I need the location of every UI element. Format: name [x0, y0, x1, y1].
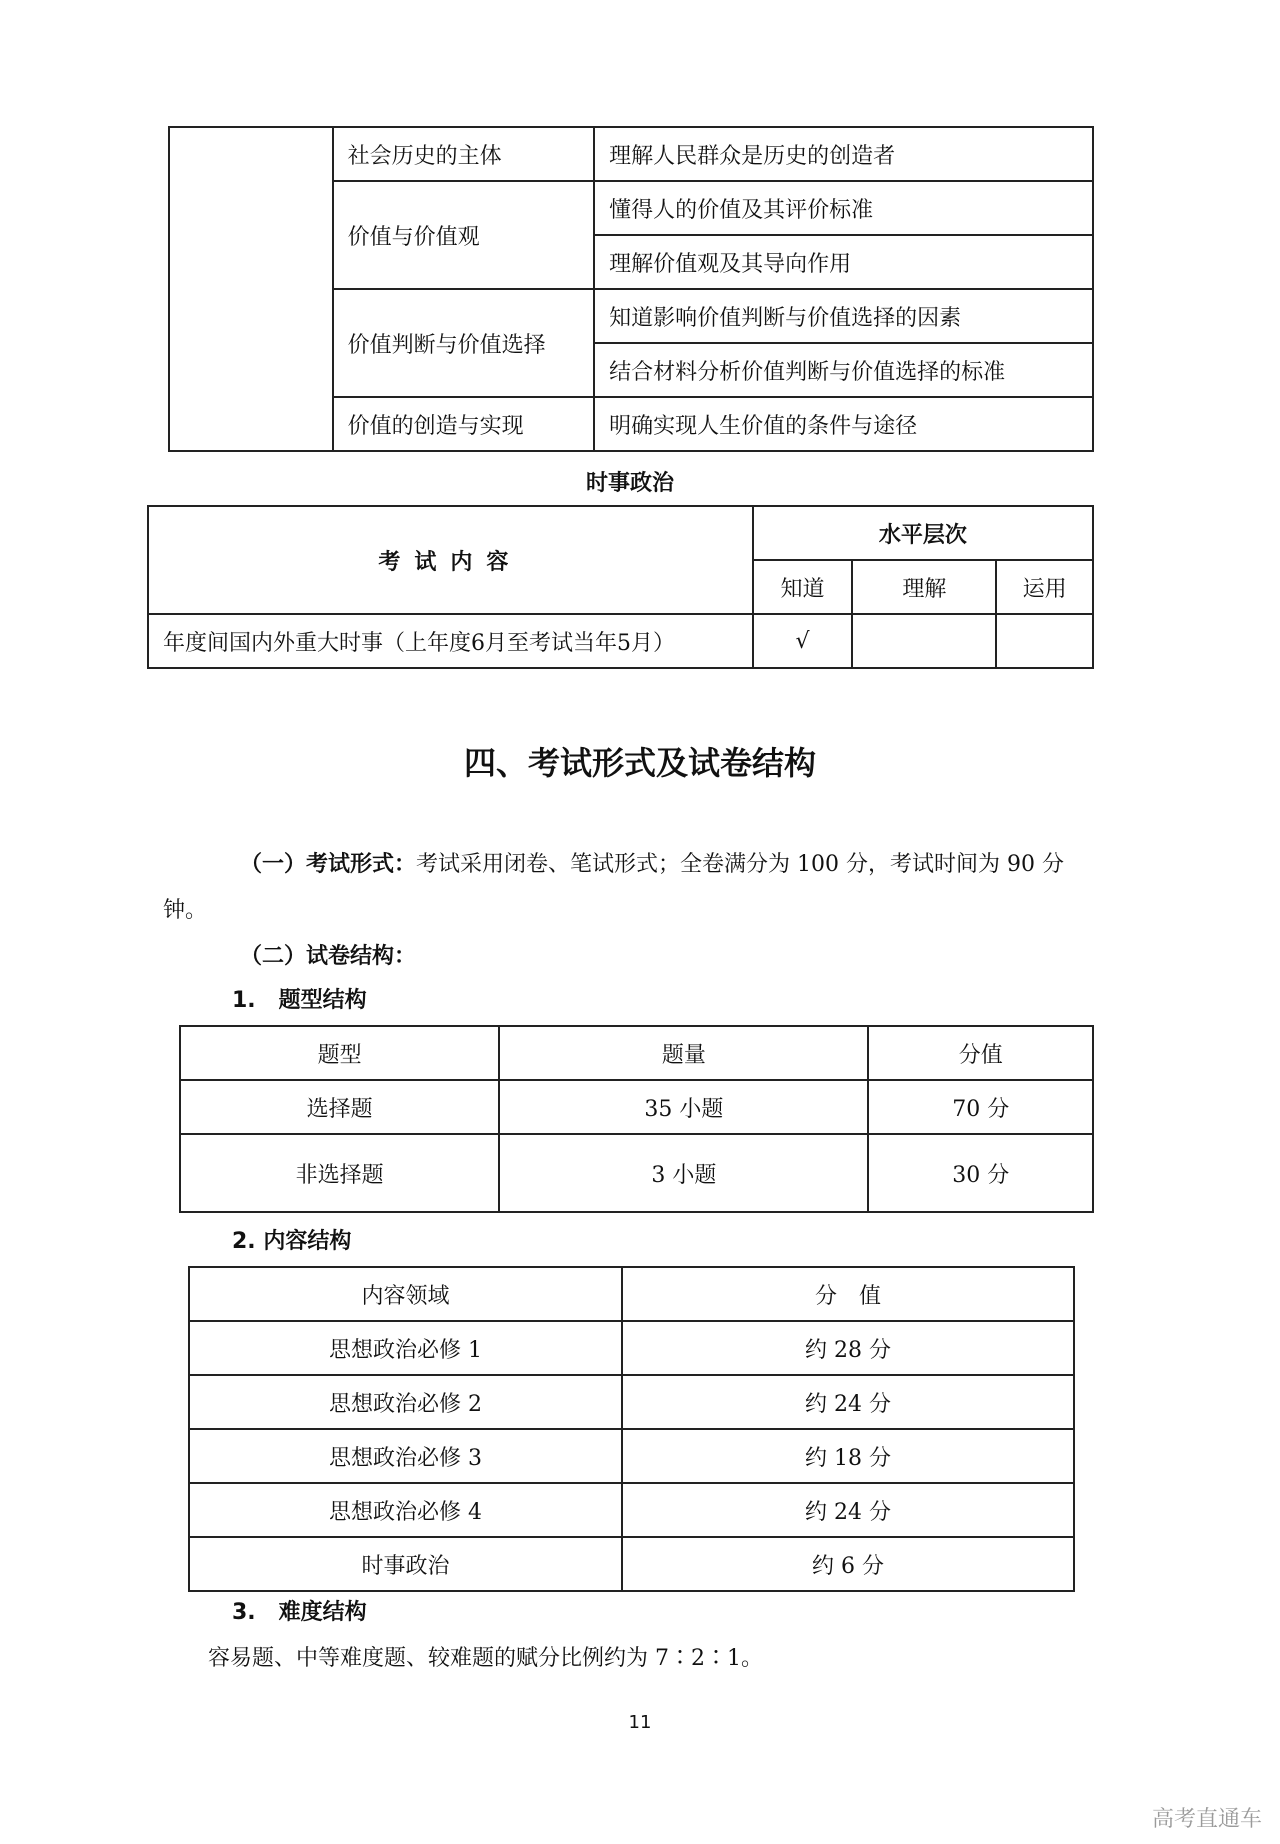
table-row — [180, 1134, 1093, 1212]
table-row — [169, 127, 1093, 181]
table-row — [189, 1375, 1074, 1429]
level-header: 水平层次 — [753, 506, 1093, 560]
current-affairs-title: 时事政治 — [585, 471, 674, 496]
exam-form-label: （一）考试形式： — [240, 852, 417, 877]
type-cell: 非选择题 — [180, 1134, 499, 1212]
level-understand: 理解 — [852, 560, 996, 614]
domain-cell: 时事政治 — [189, 1537, 622, 1591]
header-count: 题量 — [499, 1026, 868, 1080]
page-number: 11 — [628, 1712, 652, 1733]
score-cell: 约 28 分 — [622, 1321, 1074, 1375]
header-type: 题型 — [180, 1026, 499, 1080]
difficulty-label: 3. 难度结构 — [232, 1600, 367, 1625]
requirement-cell: 结合材料分析价值判断与价值选择的标准 — [594, 343, 1093, 397]
current-affairs-table — [147, 505, 1094, 669]
topic-cell: 价值判断与价值选择 — [333, 289, 594, 397]
table-row — [189, 1321, 1074, 1375]
exam-form-line1 — [240, 842, 1110, 888]
knowledge-table — [168, 126, 1094, 452]
mark-apply — [996, 614, 1093, 668]
table-row — [180, 1080, 1093, 1134]
domain-cell: 思想政治必修 4 — [189, 1483, 622, 1537]
requirement-cell: 理解价值观及其导向作用 — [594, 235, 1093, 289]
requirement-cell: 知道影响价值判断与价值选择的因素 — [594, 289, 1093, 343]
score-cell: 约 18 分 — [622, 1429, 1074, 1483]
watermark: 高考直通车 — [1151, 1807, 1262, 1832]
count-cell: 3 小题 — [499, 1134, 868, 1212]
score-cell: 约 24 分 — [622, 1375, 1074, 1429]
topic-cell: 价值与价值观 — [333, 181, 594, 289]
type-cell: 选择题 — [180, 1080, 499, 1134]
table-row — [189, 1429, 1074, 1483]
header-score: 分 值 — [622, 1267, 1074, 1321]
topic-cell: 价值的创造与实现 — [333, 397, 594, 451]
content-structure-label: 2. 内容结构 — [232, 1229, 352, 1254]
score-cell: 约 24 分 — [622, 1483, 1074, 1537]
exam-form-line2: 钟。 — [163, 898, 208, 923]
level-know: 知道 — [753, 560, 853, 614]
score-cell: 30 分 — [868, 1134, 1093, 1212]
count-cell: 35 小题 — [499, 1080, 868, 1134]
content-header: 考试内容 — [148, 506, 753, 614]
content-cell: 年度间国内外重大时事（上年度6月至考试当年5月） — [148, 614, 753, 668]
table-row — [189, 1267, 1074, 1321]
paper-structure-label: （二）试卷结构： — [240, 944, 417, 969]
question-type-label: 1. 题型结构 — [232, 988, 367, 1013]
mark-understand — [852, 614, 996, 668]
requirement-cell: 理解人民群众是历史的创造者 — [594, 127, 1093, 181]
score-cell: 70 分 — [868, 1080, 1093, 1134]
table-row — [189, 1483, 1074, 1537]
table-row — [148, 614, 1093, 668]
table-row — [189, 1537, 1074, 1591]
mark-know: √ — [753, 614, 853, 668]
content-structure-table — [188, 1266, 1075, 1592]
difficulty-text: 容易题、中等难度题、较难题的赋分比例约为 7∶2∶1。 — [208, 1646, 763, 1671]
level-apply: 运用 — [996, 560, 1093, 614]
empty-category-cell — [169, 127, 333, 451]
header-score: 分值 — [868, 1026, 1093, 1080]
domain-cell: 思想政治必修 1 — [189, 1321, 622, 1375]
topic-cell: 社会历史的主体 — [333, 127, 594, 181]
score-cell: 约 6 分 — [622, 1537, 1074, 1591]
table-row — [180, 1026, 1093, 1080]
section-heading: 四、考试形式及试卷结构 — [463, 744, 816, 782]
header-domain: 内容领域 — [189, 1267, 622, 1321]
requirement-cell: 懂得人的价值及其评价标准 — [594, 181, 1093, 235]
domain-cell: 思想政治必修 2 — [189, 1375, 622, 1429]
table-row — [148, 506, 1093, 560]
requirement-cell: 明确实现人生价值的条件与途径 — [594, 397, 1093, 451]
question-type-table — [179, 1025, 1094, 1213]
domain-cell: 思想政治必修 3 — [189, 1429, 622, 1483]
exam-form-text: 考试采用闭卷、笔试形式；全卷满分为 100 分，考试时间为 90 分 — [416, 852, 1064, 877]
